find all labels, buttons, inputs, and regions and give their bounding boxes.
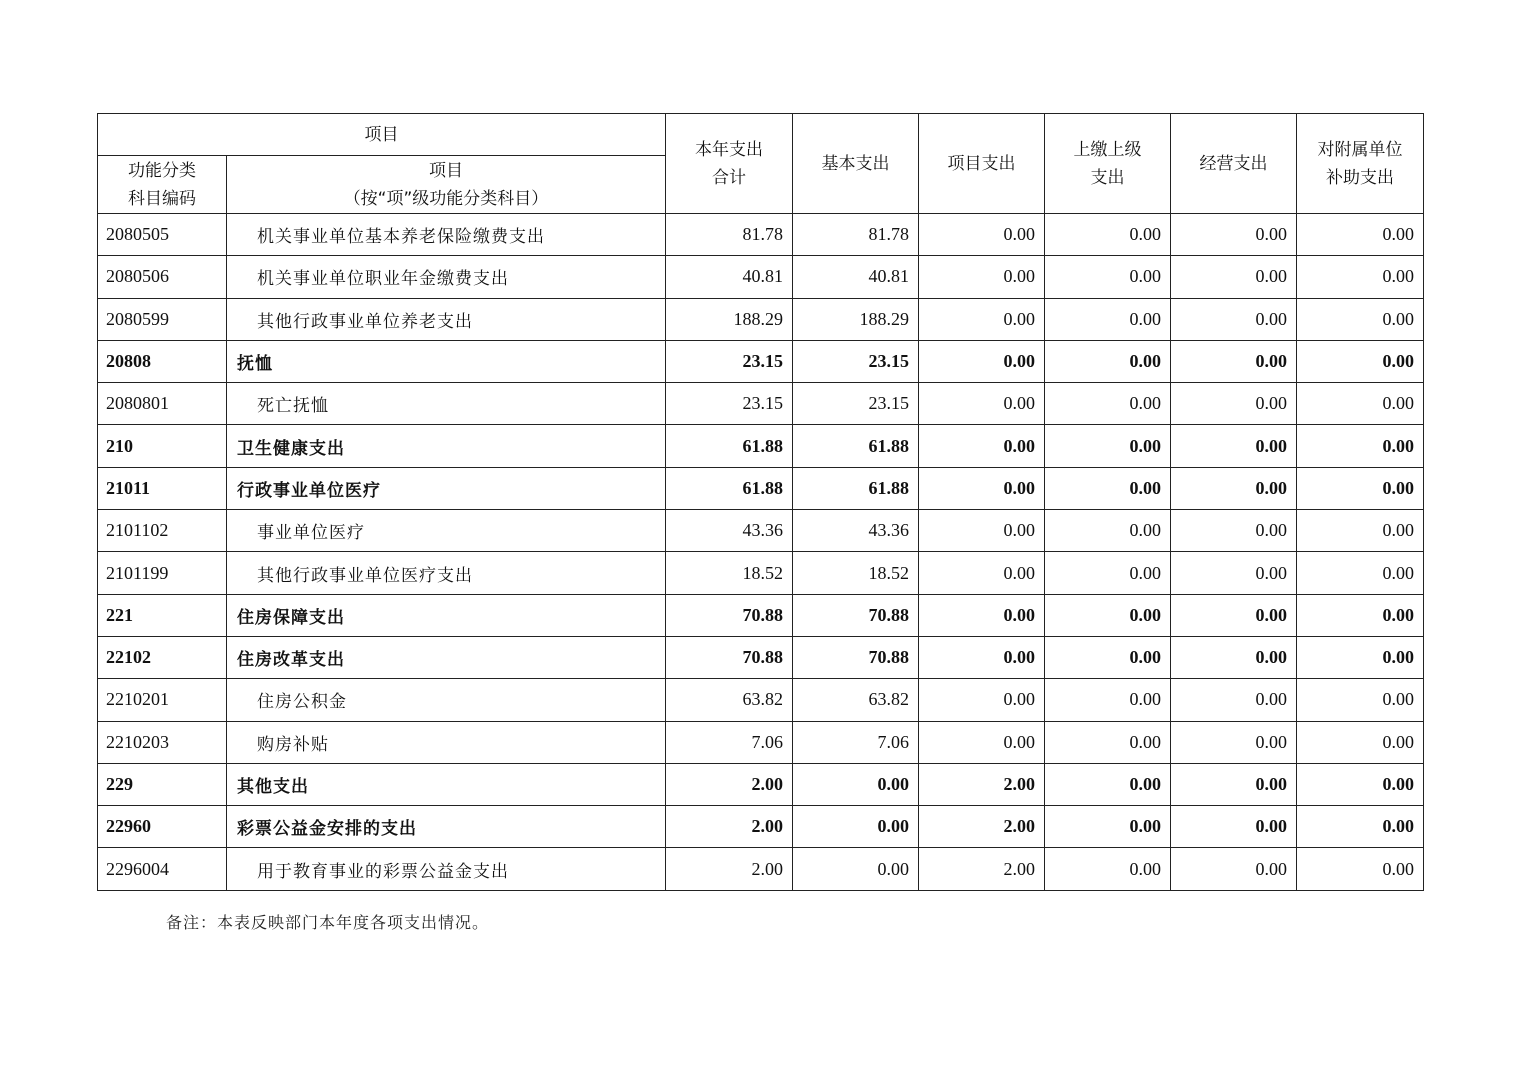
table-row (98, 340, 1424, 382)
cell-basic: 43.36 (793, 510, 919, 552)
cell-name: 死亡抚恤 (227, 383, 666, 425)
cell-subsidy: 0.00 (1297, 340, 1424, 382)
cell-project: 2.00 (919, 763, 1045, 805)
cell-total: 23.15 (666, 340, 793, 382)
cell-basic: 70.88 (793, 594, 919, 636)
cell-business: 0.00 (1171, 425, 1297, 467)
cell-name: 其他行政事业单位医疗支出 (227, 552, 666, 594)
cell-subsidy: 0.00 (1297, 679, 1424, 721)
cell-subsidy: 0.00 (1297, 425, 1424, 467)
cell-upper: 0.00 (1045, 848, 1171, 890)
cell-business: 0.00 (1171, 806, 1297, 848)
cell-business: 0.00 (1171, 848, 1297, 890)
cell-name: 其他行政事业单位养老支出 (227, 298, 666, 340)
cell-total: 61.88 (666, 425, 793, 467)
cell-subsidy: 0.00 (1297, 214, 1424, 256)
cell-project: 0.00 (919, 214, 1045, 256)
cell-total: 7.06 (666, 721, 793, 763)
cell-code: 2101102 (98, 510, 227, 552)
cell-upper: 0.00 (1045, 721, 1171, 763)
cell-project: 0.00 (919, 510, 1045, 552)
cell-total: 70.88 (666, 594, 793, 636)
cell-basic: 7.06 (793, 721, 919, 763)
cell-business: 0.00 (1171, 679, 1297, 721)
table-row (98, 594, 1424, 636)
cell-project: 0.00 (919, 679, 1045, 721)
cell-project: 2.00 (919, 848, 1045, 890)
cell-upper: 0.00 (1045, 383, 1171, 425)
cell-project: 0.00 (919, 552, 1045, 594)
cell-code: 2080599 (98, 298, 227, 340)
table-row (98, 721, 1424, 763)
header-subsidy: 对附属单位 补助支出 (1297, 114, 1424, 214)
cell-code: 2080506 (98, 256, 227, 298)
cell-subsidy: 0.00 (1297, 510, 1424, 552)
cell-basic: 23.15 (793, 383, 919, 425)
cell-project: 0.00 (919, 721, 1045, 763)
cell-total: 2.00 (666, 848, 793, 890)
cell-upper: 0.00 (1045, 467, 1171, 509)
cell-project: 0.00 (919, 425, 1045, 467)
cell-code: 2210203 (98, 721, 227, 763)
table-row (98, 256, 1424, 298)
cell-code: 22960 (98, 806, 227, 848)
table-row (98, 383, 1424, 425)
cell-total: 63.82 (666, 679, 793, 721)
cell-subsidy: 0.00 (1297, 763, 1424, 805)
cell-project: 0.00 (919, 256, 1045, 298)
table-row (98, 679, 1424, 721)
cell-basic: 23.15 (793, 340, 919, 382)
table-row (98, 636, 1424, 678)
cell-upper: 0.00 (1045, 256, 1171, 298)
cell-business: 0.00 (1171, 721, 1297, 763)
cell-subsidy: 0.00 (1297, 848, 1424, 890)
cell-basic: 0.00 (793, 763, 919, 805)
cell-name: 机关事业单位基本养老保险缴费支出 (227, 214, 666, 256)
cell-subsidy: 0.00 (1297, 721, 1424, 763)
table-header (98, 114, 1424, 214)
cell-business: 0.00 (1171, 636, 1297, 678)
cell-upper: 0.00 (1045, 214, 1171, 256)
cell-name: 抚恤 (227, 340, 666, 382)
header-name: 项目 （按“项”级功能分类科目） (227, 156, 666, 214)
cell-total: 81.78 (666, 214, 793, 256)
cell-upper: 0.00 (1045, 425, 1171, 467)
header-basic: 基本支出 (793, 114, 919, 214)
cell-name: 购房补贴 (227, 721, 666, 763)
cell-subsidy: 0.00 (1297, 298, 1424, 340)
cell-project: 2.00 (919, 806, 1045, 848)
cell-total: 18.52 (666, 552, 793, 594)
cell-business: 0.00 (1171, 510, 1297, 552)
cell-total: 61.88 (666, 467, 793, 509)
table-row (98, 848, 1424, 890)
cell-business: 0.00 (1171, 383, 1297, 425)
cell-name: 行政事业单位医疗 (227, 467, 666, 509)
cell-subsidy: 0.00 (1297, 383, 1424, 425)
header-upper: 上缴上级 支出 (1045, 114, 1171, 214)
cell-code: 2101199 (98, 552, 227, 594)
header-project: 项目支出 (919, 114, 1045, 214)
cell-project: 0.00 (919, 467, 1045, 509)
cell-name: 彩票公益金安排的支出 (227, 806, 666, 848)
footnote: 备注：本表反映部门本年度各项支出情况。 (166, 913, 490, 932)
cell-code: 2296004 (98, 848, 227, 890)
cell-project: 0.00 (919, 636, 1045, 678)
header-total: 本年支出 合计 (666, 114, 793, 214)
cell-total: 40.81 (666, 256, 793, 298)
table-row (98, 214, 1424, 256)
cell-upper: 0.00 (1045, 679, 1171, 721)
cell-upper: 0.00 (1045, 552, 1171, 594)
cell-business: 0.00 (1171, 214, 1297, 256)
cell-code: 22102 (98, 636, 227, 678)
cell-project: 0.00 (919, 340, 1045, 382)
cell-business: 0.00 (1171, 340, 1297, 382)
cell-code: 2080801 (98, 383, 227, 425)
cell-business: 0.00 (1171, 763, 1297, 805)
cell-total: 70.88 (666, 636, 793, 678)
cell-upper: 0.00 (1045, 298, 1171, 340)
cell-basic: 188.29 (793, 298, 919, 340)
cell-subsidy: 0.00 (1297, 594, 1424, 636)
cell-business: 0.00 (1171, 256, 1297, 298)
cell-code: 2210201 (98, 679, 227, 721)
cell-name: 住房公积金 (227, 679, 666, 721)
cell-basic: 40.81 (793, 256, 919, 298)
cell-name: 住房保障支出 (227, 594, 666, 636)
table-row (98, 763, 1424, 805)
cell-upper: 0.00 (1045, 594, 1171, 636)
cell-basic: 61.88 (793, 467, 919, 509)
cell-upper: 0.00 (1045, 763, 1171, 805)
cell-upper: 0.00 (1045, 636, 1171, 678)
cell-name: 其他支出 (227, 763, 666, 805)
table-row (98, 298, 1424, 340)
cell-subsidy: 0.00 (1297, 467, 1424, 509)
cell-total: 2.00 (666, 806, 793, 848)
cell-subsidy: 0.00 (1297, 552, 1424, 594)
header-item-group: 项目 (98, 114, 666, 156)
cell-basic: 18.52 (793, 552, 919, 594)
cell-upper: 0.00 (1045, 510, 1171, 552)
cell-name: 机关事业单位职业年金缴费支出 (227, 256, 666, 298)
table-row (98, 425, 1424, 467)
cell-upper: 0.00 (1045, 340, 1171, 382)
cell-total: 2.00 (666, 763, 793, 805)
cell-subsidy: 0.00 (1297, 256, 1424, 298)
table-row (98, 806, 1424, 848)
cell-total: 43.36 (666, 510, 793, 552)
cell-subsidy: 0.00 (1297, 636, 1424, 678)
cell-project: 0.00 (919, 594, 1045, 636)
table-row (98, 467, 1424, 509)
cell-code: 21011 (98, 467, 227, 509)
table-row (98, 552, 1424, 594)
cell-code: 221 (98, 594, 227, 636)
cell-subsidy: 0.00 (1297, 806, 1424, 848)
cell-code: 210 (98, 425, 227, 467)
table-row (98, 510, 1424, 552)
header-code: 功能分类 科目编码 (98, 156, 227, 214)
cell-code: 2080505 (98, 214, 227, 256)
header-business: 经营支出 (1171, 114, 1297, 214)
cell-name: 卫生健康支出 (227, 425, 666, 467)
cell-basic: 0.00 (793, 806, 919, 848)
cell-business: 0.00 (1171, 552, 1297, 594)
cell-project: 0.00 (919, 383, 1045, 425)
cell-basic: 0.00 (793, 848, 919, 890)
cell-name: 事业单位医疗 (227, 510, 666, 552)
cell-upper: 0.00 (1045, 806, 1171, 848)
cell-basic: 81.78 (793, 214, 919, 256)
cell-name: 住房改革支出 (227, 636, 666, 678)
cell-total: 23.15 (666, 383, 793, 425)
cell-total: 188.29 (666, 298, 793, 340)
cell-business: 0.00 (1171, 594, 1297, 636)
cell-project: 0.00 (919, 298, 1045, 340)
expenditure-table (97, 113, 1424, 891)
cell-name: 用于教育事业的彩票公益金支出 (227, 848, 666, 890)
cell-code: 20808 (98, 340, 227, 382)
cell-basic: 61.88 (793, 425, 919, 467)
cell-code: 229 (98, 763, 227, 805)
cell-basic: 63.82 (793, 679, 919, 721)
cell-business: 0.00 (1171, 298, 1297, 340)
table-body (98, 214, 1424, 891)
cell-business: 0.00 (1171, 467, 1297, 509)
cell-basic: 70.88 (793, 636, 919, 678)
